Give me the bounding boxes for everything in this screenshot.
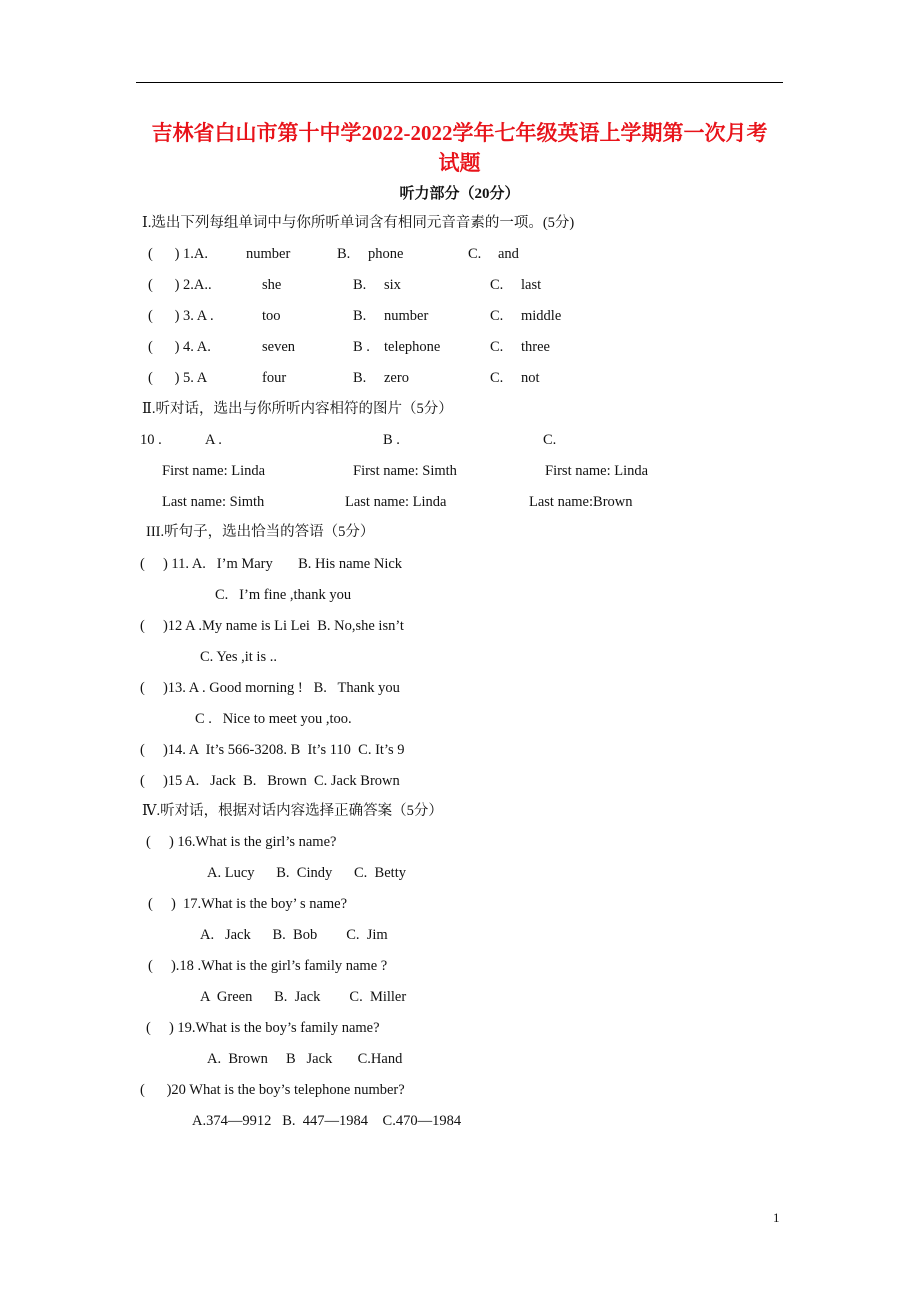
section-4-heading: Ⅳ.听对话，根据对话内容选择正确答案（5分）	[142, 803, 443, 819]
answer-option: seven	[262, 339, 296, 355]
first-name-b: First name: Simth	[353, 463, 457, 479]
header-rule	[136, 82, 783, 83]
answer-option: B.	[353, 370, 367, 386]
question-line: C. Yes ,it is ..	[200, 649, 277, 665]
question-line: A.374—9912 B. 447—1984 C.470—1984	[192, 1113, 462, 1129]
answer-option: three	[521, 339, 550, 355]
answer-option: four	[262, 370, 287, 386]
answer-option: B.	[353, 277, 367, 293]
question-number: ( ) 1.A.	[148, 246, 209, 262]
answer-option: she	[262, 277, 282, 293]
last-name-a: Last name: Simth	[162, 494, 265, 510]
answer-option: C.	[468, 246, 482, 262]
last-name-b: Last name: Linda	[345, 494, 447, 510]
question-line: ( )13. A . Good morning ! B. Thank you	[140, 680, 400, 696]
question-line: ( )14. A It’s 566-3208. B It’s 110 C. It’s 9	[140, 742, 405, 758]
question-line: A Green B. Jack C. Miller	[200, 989, 407, 1005]
answer-option: zero	[384, 370, 409, 386]
question-number: ( ) 3. A .	[148, 308, 214, 324]
question-number: ( ) 4. A.	[148, 339, 211, 355]
answer-option: C.	[490, 370, 504, 386]
q10-label: 10 .	[140, 432, 162, 448]
answer-option: number	[246, 246, 291, 262]
question-line: ( ) 19.What is the boy’s family name?	[146, 1020, 380, 1036]
answer-option: C.	[490, 339, 504, 355]
question-line: A. Lucy B. Cindy C. Betty	[207, 865, 406, 881]
question-line: ( ) 11. A. I’m Mary B. His name Nick	[140, 556, 403, 572]
answer-option: too	[262, 308, 281, 324]
answer-option: C.	[490, 308, 504, 324]
first-name-a: First name: Linda	[162, 463, 266, 479]
answer-option: and	[498, 246, 519, 262]
answer-option: not	[521, 370, 540, 386]
answer-option: B.	[353, 308, 367, 324]
option-a: A .	[205, 432, 222, 448]
answer-option: C.	[490, 277, 504, 293]
section-1-heading: Ⅰ.选出下列每组单词中与你所听单词含有相同元音音素的一项。(5分)	[142, 215, 575, 231]
question-line: ( )20 What is the boy’s telephone number?	[140, 1082, 405, 1098]
answer-option: telephone	[384, 339, 441, 355]
question-line: ( ) 17.What is the boy’ s name?	[148, 896, 348, 912]
option-b: B .	[383, 432, 400, 448]
answer-option: middle	[521, 308, 562, 324]
section-2-heading: Ⅱ.听对话，选出与你所听内容相符的图片（5分）	[142, 401, 453, 417]
answer-option: last	[521, 277, 542, 293]
section-subtitle: 听力部分（20分）	[399, 186, 520, 202]
last-name-c: Last name:Brown	[529, 494, 633, 510]
answer-option: B .	[353, 339, 370, 355]
document-title-cont: 试题	[438, 151, 481, 175]
question-number: ( ) 5. A	[148, 370, 208, 386]
question-line: C. I’m fine ,thank you	[215, 587, 352, 603]
answer-option: number	[384, 308, 429, 324]
question-line: ( ).18 .What is the girl’s family name ?	[148, 958, 388, 974]
question-line: ( )15 A. Jack B. Brown C. Jack Brown	[140, 773, 400, 789]
answer-option: B.	[337, 246, 351, 262]
section-3-heading: III.听句子，选出恰当的答语（5分）	[146, 524, 375, 540]
first-name-c: First name: Linda	[545, 463, 649, 479]
question-line: ( ) 16.What is the girl’s name?	[146, 834, 337, 850]
question-number: ( ) 2.A..	[148, 277, 212, 293]
option-c: C.	[543, 432, 557, 448]
question-line: A. Jack B. Bob C. Jim	[200, 927, 388, 943]
answer-option: phone	[368, 246, 404, 262]
question-line: ( )12 A .My name is Li Lei B. No,she isn’t	[140, 618, 404, 634]
question-line: A. Brown B Jack C.Hand	[207, 1051, 403, 1067]
answer-option: six	[384, 277, 401, 293]
page-number: 1	[773, 1210, 780, 1225]
question-line: C . Nice to meet you ,too.	[195, 711, 352, 727]
document-title: 吉林省白山市第十中学2022-2022学年七年级英语上学期第一次月考	[151, 121, 768, 145]
